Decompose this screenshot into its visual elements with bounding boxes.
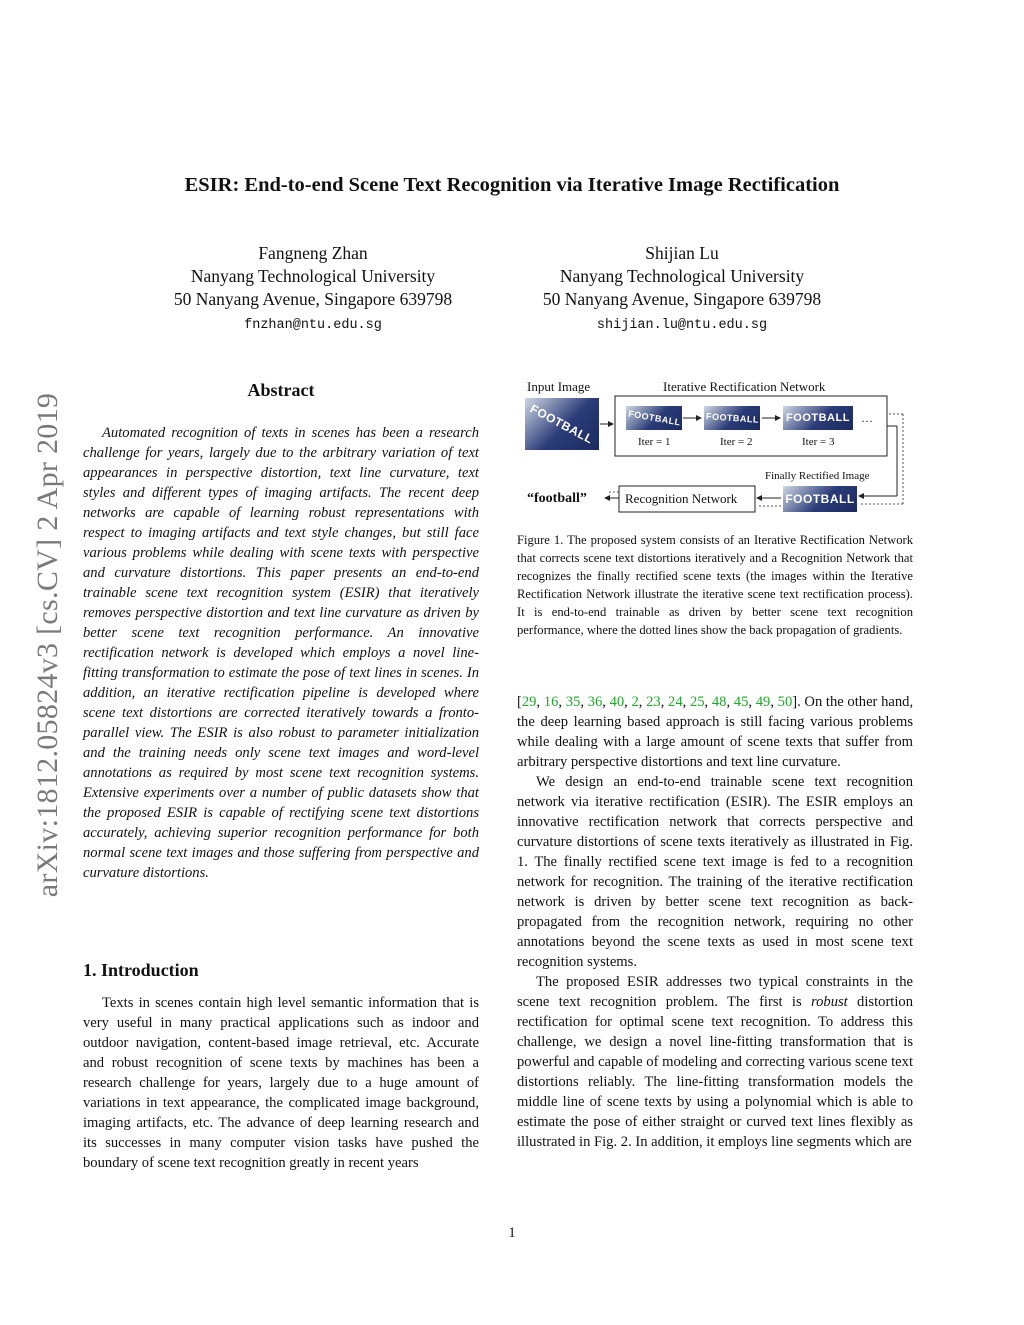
- citation-link[interactable]: 16: [543, 694, 559, 710]
- abstract-heading: Abstract: [247, 380, 315, 400]
- citation-close-bracket: ]: [792, 694, 798, 710]
- introduction-heading: 1. Introduction: [83, 960, 199, 980]
- figure-1-caption: Figure 1. The proposed system consists of an Iterative Rectification Network that corrects scene text distortions iteratively and a Recognition Network that recognizes the finally rectified scene texts (the images within the Iterative Rectification Network illustrate the iterative scene text rectification process). It is end-to-end trainable as driven by better scene text recognition performance, where the dotted lines show the back propagation of gradients.: [517, 533, 913, 638]
- intro-paragraph-1-continued: [517, 692, 913, 772]
- input-image-label: Input Image: [527, 379, 591, 394]
- citation-link[interactable]: 35: [565, 694, 581, 710]
- intro-paragraph-1: Texts in scenes contain high level semantic information that is very useful in many practical applications such as indoor and outdoor navigation, content-based image retrieval, etc. Accurate and robust recognition of scene texts by machines has been a research challenge for years, largely due to a huge amount of variations in text appearance, the complicated image background, imaging artifacts, etc. The advance of deep learning research and its successes in many computer vision tasks have pushed the boundary of scene text recognition greatly in recent years: [83, 995, 479, 1171]
- output-text: “football”: [527, 491, 587, 506]
- author-email[interactable]: fnzhan@ntu.edu.sg: [244, 318, 382, 333]
- paper-title: ESIR: End-to-end Scene Text Recognition via Iterative Image Rectification: [184, 174, 840, 196]
- introduction-left-column: [83, 993, 479, 1173]
- iter-1-label: Iter = 1: [638, 436, 671, 448]
- citation-link[interactable]: 48: [711, 694, 727, 710]
- input-image: [525, 398, 599, 450]
- intro-paragraph-3-part-a: The proposed ESIR addresses two typical constraints in the scene text recognition problem. The first is: [517, 974, 913, 1010]
- author-name: Fangneng Zhan: [258, 243, 368, 263]
- input-image-text: FOOTBALL: [528, 401, 596, 447]
- citation-link[interactable]: 40: [609, 694, 625, 710]
- introduction-right-column: [517, 692, 913, 1152]
- citation-separator: ,: [770, 694, 778, 710]
- citation-link[interactable]: 50: [777, 694, 793, 710]
- citation-open-bracket: [: [517, 694, 522, 710]
- citation-link[interactable]: 23: [646, 694, 661, 710]
- citation-separator: ,: [624, 694, 632, 710]
- figure-1: [517, 374, 913, 524]
- citation-separator: ,: [536, 694, 544, 710]
- final-rectified-image: [783, 486, 857, 512]
- citation-separator: ,: [660, 694, 669, 710]
- citation-link[interactable]: 25: [689, 694, 705, 710]
- intro-paragraph-2: We design an end-to-end trainable scene text recognition network via iterative rectification (ESIR). The ESIR employs an innovative rectification network that corrects perspective and curvature distortions of scene texts iteratively as illustrated in Fig. 1. The finally rectified scene text image is fed to a recognition network for recognition. The training of the iterative rectification network is driven by better scene text recognition as back-propagated from the recognition network, requiring no other annotations beyond the scene texts as used in most scene text recognition systems.: [517, 774, 913, 970]
- network-label: Iterative Rectification Network: [663, 379, 826, 394]
- citation-separator: ,: [704, 694, 712, 710]
- iter-3-label: Iter = 3: [802, 436, 835, 448]
- author-address: 50 Nanyang Avenue, Singapore 639798: [173, 289, 453, 309]
- citation-separator: ,: [558, 694, 566, 710]
- citation-separator: ,: [580, 694, 588, 710]
- citation-separator: ,: [726, 694, 734, 710]
- intro-paragraph-3: [517, 972, 913, 1152]
- page-number: 1: [508, 1225, 516, 1241]
- author-name: Shijian Lu: [645, 243, 719, 263]
- citation-list: [522, 694, 792, 710]
- iter-1-image-text: FOOTBALL: [627, 408, 681, 428]
- abstract-paragraph: Automated recognition of texts in scenes has been a research challenge for years, largely due to the arbitrary variation of text appearances in perspective distortion, text line curvature, text styles and different types of imaging artifacts. The recent deep networks are capable of learning robust representations with respect to imaging artifacts and text style changes, but still face various problems while dealing with scene texts with perspective and curvature distortions. This paper presents an end-to-end trainable scene text recognition system (ESIR) that iteratively removes perspective distortion and text line curvature as driven by better scene text recognition performance. An innovative rectification network is developed which employs a novel line-fitting transformation to estimate the pose of text lines in scenes. In addition, an iterative rectification pipeline is developed where scene text distortions are corrected iteratively towards a fronto-parallel view. The ESIR is also robust to parameter initialization and the training needs only scene text images and word-level annotations as required by most scene text recognition systems. Extensive experiments over a number of public datasets show that the proposed ESIR is capable of rectifying scene text distortions accurately, achieving superior recognition performance for both normal scene text images and those suffering from perspective and curvature distortions.: [83, 425, 479, 881]
- author-block-1: [133, 242, 493, 337]
- citation-link[interactable]: 24: [668, 694, 683, 710]
- citation-link[interactable]: 2: [631, 694, 639, 710]
- iter-2-label: Iter = 2: [720, 436, 753, 448]
- citation-link[interactable]: 45: [733, 694, 749, 710]
- author-email[interactable]: shijian.lu@ntu.edu.sg: [596, 318, 768, 333]
- abstract-body: [83, 423, 479, 883]
- citation-link[interactable]: 29: [521, 694, 537, 710]
- citation-link[interactable]: 49: [755, 694, 771, 710]
- author-affiliation: Nanyang Technological University: [559, 266, 805, 286]
- iter-2-image-text: FOOTBALL: [705, 411, 759, 425]
- citation-separator: ,: [682, 694, 690, 710]
- citation-separator: ,: [638, 694, 647, 710]
- citation-separator: ,: [748, 694, 756, 710]
- arxiv-id: arXiv:1812.05824v3 [cs.CV] 2 Apr 2019: [31, 392, 64, 898]
- author-block-2: [502, 242, 862, 337]
- iter-1-image: [626, 406, 682, 430]
- citation-link[interactable]: 36: [587, 694, 603, 710]
- emphasis-robust: robust: [810, 994, 848, 1010]
- iter-3-image-text: FOOTBALL: [786, 412, 850, 424]
- iter-3-image: [783, 406, 853, 430]
- iter-2-image: [704, 406, 760, 430]
- recognition-network-label: Recognition Network: [625, 491, 738, 506]
- intro-paragraph-1-cont-text: . On the other hand, the deep learning based approach is still facing various problems while dealing with a large amount of scene texts that suffer from arbitrary perspective distortions and text line curvature.: [517, 694, 914, 770]
- final-image-label: Finally Rectified Image: [765, 470, 870, 482]
- author-address: 50 Nanyang Avenue, Singapore 639798: [542, 289, 822, 309]
- author-affiliation: Nanyang Technological University: [190, 266, 436, 286]
- final-image-text: FOOTBALL: [785, 492, 855, 506]
- ellipsis: ···: [861, 414, 873, 428]
- citation-separator: ,: [602, 694, 610, 710]
- intro-paragraph-3-part-b: distortion rectification for optimal scene text recognition. To address this challenge, we design a novel line-fitting transformation that is powerful and capable of modeling and correcting various scene text distortions reliably. The line-fitting transformation models the middle line of scene texts by using a polynomial which is able to estimate the pose of either straight or curved text lines flexibly as illustrated in Fig. 2. In addition, it employs line segments which are: [517, 994, 914, 1150]
